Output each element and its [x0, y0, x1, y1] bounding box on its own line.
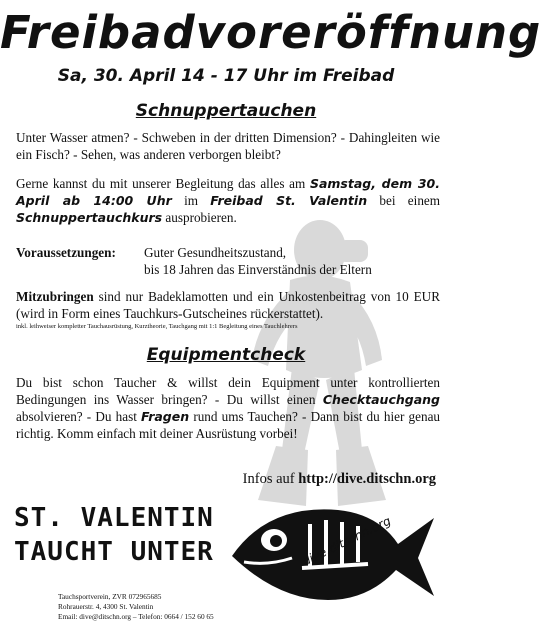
- intro-paragraph: Unter Wasser atmen? - Schweben in der dritten Dimension? - Dahingleiten wie ein Fisch? - Sehen, was anderen verborgen bleibt?: [16, 130, 440, 162]
- logo-line-2: TAUCHT UNTER: [14, 537, 214, 567]
- invitation-text-3: bei einem: [379, 193, 441, 208]
- section-heading-schnuppertauchen: Schnuppertauchen: [135, 101, 317, 121]
- invitation-course: Schnuppertauchkurs: [16, 210, 163, 225]
- bring-along-label: Mitzubringen: [16, 289, 94, 304]
- requirements-line-2: bis 18 Jahren das Einverständnis der Eltern: [144, 262, 372, 277]
- equipment-text-3: rund ums Tauchen? - Dann bist du hier genau richtig. Komm einfach mit deiner Ausrüstung vorbei!: [16, 409, 441, 441]
- info-prefix: Infos auf: [242, 471, 295, 487]
- invitation-paragraph: [16, 175, 440, 226]
- equipment-questions: Fragen: [141, 409, 190, 424]
- equipment-text-2: absolvieren? - Du hast: [16, 409, 137, 424]
- bring-along-text: sind nur Badeklamotten und ein Unkostenbeitrag von 10 EUR (wird in Form eines Tauchkurs-Gutscheines rückerstattet).: [16, 289, 441, 321]
- requirements-line-1: Guter Gesundheitszustand,: [144, 245, 287, 260]
- info-url-link[interactable]: http://dive.ditschn.org: [298, 471, 436, 487]
- event-subtitle: Sa, 30. April 14 - 17 Uhr im Freibad: [57, 66, 395, 86]
- fish-logo-url: dive.ditschn.org: [300, 513, 394, 569]
- page-title: Freibadvoreröffnung: [0, 6, 541, 59]
- invitation-location: Freibad St. Valentin: [210, 193, 368, 208]
- info-line: [0, 470, 436, 488]
- footer-contact: [58, 592, 214, 622]
- invitation-text-2: im: [184, 193, 198, 208]
- bring-along-paragraph: [16, 288, 440, 322]
- requirements-label: Voraussetzungen:: [16, 245, 116, 260]
- footer-line-1: Tauchsportverein, ZVR 072965685: [58, 592, 162, 601]
- logo-line-1: ST. VALENTIN: [14, 503, 214, 533]
- footer-line-2: Rohrauerstr. 4, 4300 St. Valentin: [58, 602, 154, 611]
- equipment-paragraph: [16, 374, 440, 442]
- section-heading-equipmentcheck: Equipmentcheck: [146, 345, 306, 365]
- invitation-date: Samstag, dem 30. April ab 14:00 Uhr: [16, 176, 440, 208]
- small-print: inkl. leihweiser kompletter Tauchausrüstung, Kurztheorie, Tauchgang mit 1:1 Begleitung eines Tauchlehrers: [16, 323, 298, 330]
- footer-line-3: Email: dive@ditschn.org – Telefon: 0664 / 152 60 65: [58, 612, 214, 621]
- invitation-text-1: Gerne kannst du mit unserer Begleitung das alles am: [16, 176, 306, 191]
- equipment-checkdive: Checktauchgang: [322, 392, 440, 407]
- invitation-text-4: ausprobieren.: [165, 210, 237, 225]
- equipment-text-1: Du bist schon Taucher & willst dein Equipment unter kontrollierten Bedingungen ins Wasser bringen? - Du willst einen: [16, 375, 440, 407]
